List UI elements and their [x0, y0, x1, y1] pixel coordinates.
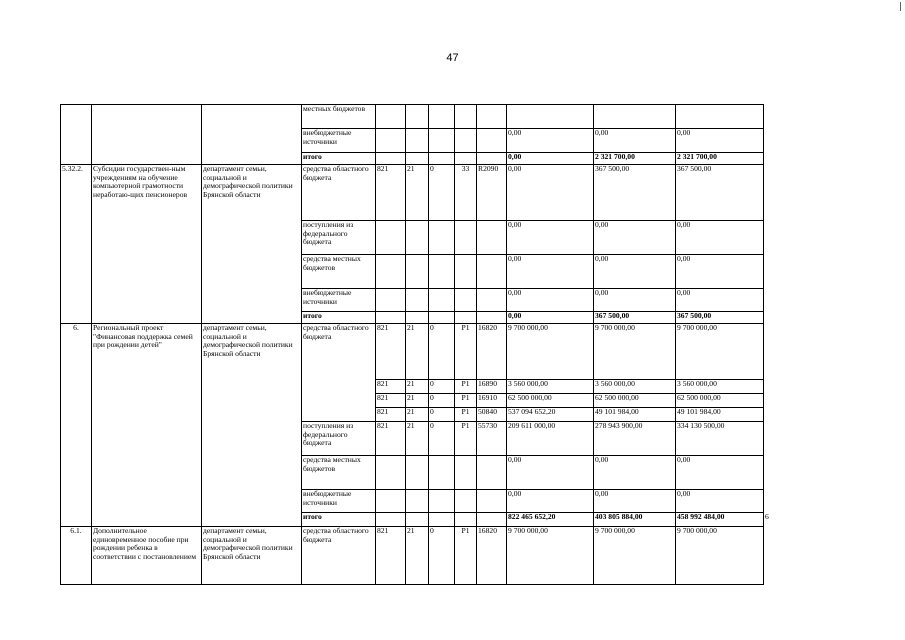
rz-cell — [406, 221, 429, 255]
pr-cell: 0 — [429, 422, 455, 456]
rz-cell: 21 — [406, 422, 429, 456]
note-cell — [764, 394, 846, 408]
cs2-cell — [477, 289, 507, 312]
value-2020-cell: 367 500,00 — [594, 165, 676, 221]
value-2020-cell: 3 560 000,00 — [594, 380, 676, 394]
cs1-cell: P1 — [455, 408, 477, 422]
value-2020-cell: 0,00 — [594, 456, 676, 490]
source-cell: поступления из федерального бюджета — [302, 221, 376, 255]
cs1-cell — [455, 255, 477, 289]
value-2020-cell: 62 500 000,00 — [594, 394, 676, 408]
pr-cell: 0 — [429, 394, 455, 408]
source-cell: средства областного бюджета — [302, 324, 376, 422]
table-row — [61, 527, 846, 585]
value-2019-cell: 0,00 — [507, 165, 594, 221]
value-2019-cell: 0,00 — [507, 312, 594, 324]
grbs-cell — [376, 129, 406, 153]
source-cell: средства областного бюджета — [302, 527, 376, 585]
number-cell: 6. — [61, 324, 92, 527]
source-cell: внебюджетные источники — [302, 289, 376, 312]
cs1-cell — [455, 490, 477, 513]
pr-cell: 0 — [429, 324, 455, 380]
value-2021-cell: 62 500 000,00 — [676, 394, 764, 408]
rz-cell: 21 — [406, 165, 429, 221]
name-cell — [92, 105, 202, 165]
value-2020-cell: 0,00 — [594, 255, 676, 289]
source-cell: местных бюджетов — [302, 105, 376, 129]
pr-cell — [429, 221, 455, 255]
grbs-cell — [376, 221, 406, 255]
pr-cell — [429, 490, 455, 513]
pr-cell: 0 — [429, 380, 455, 394]
note-cell — [764, 255, 846, 289]
rz-cell: 21 — [406, 408, 429, 422]
table-row — [61, 105, 846, 129]
value-2021-cell: 0,00 — [676, 255, 764, 289]
rz-cell: 21 — [406, 527, 429, 585]
grbs-cell — [376, 105, 406, 129]
grbs-cell — [376, 490, 406, 513]
grbs-cell — [376, 312, 406, 324]
scan-edge-mark — [900, 2, 901, 11]
cs2-cell: 16910 — [477, 394, 507, 408]
value-2020-cell: 278 943 900,00 — [594, 422, 676, 456]
pr-cell — [429, 312, 455, 324]
note-cell — [764, 153, 846, 165]
cs1-cell — [455, 289, 477, 312]
grbs-cell — [376, 255, 406, 289]
cs1-cell: P1 — [455, 394, 477, 408]
cs2-cell — [477, 513, 507, 527]
rz-cell — [406, 129, 429, 153]
value-2019-cell: 0,00 — [507, 129, 594, 153]
grbs-cell: 821 — [376, 408, 406, 422]
value-2019-cell: 822 465 652,20 — [507, 513, 594, 527]
budget-table — [60, 104, 846, 585]
value-2021-cell: 0,00 — [676, 490, 764, 513]
cs1-cell — [455, 129, 477, 153]
executor-cell: департамент семьи, социальной и демографической политики Брянской области — [202, 324, 302, 527]
value-2021-cell: 49 101 984,00 — [676, 408, 764, 422]
source-cell: средства областного бюджета — [302, 165, 376, 221]
grbs-cell: 821 — [376, 165, 406, 221]
rz-cell — [406, 105, 429, 129]
cs2-cell: 16820 — [477, 324, 507, 380]
value-2019-cell: 537 094 652,20 — [507, 408, 594, 422]
number-cell: 5.32.2. — [61, 165, 92, 324]
source-cell: внебюджетные источники — [302, 490, 376, 513]
value-2021-cell: 9 700 000,00 — [676, 324, 764, 380]
page-number: 47 — [446, 52, 459, 64]
cs2-cell: 50840 — [477, 408, 507, 422]
cs2-cell — [477, 490, 507, 513]
value-2019-cell: 209 611 000,00 — [507, 422, 594, 456]
source-cell: поступления из федерального бюджета — [302, 422, 376, 456]
value-2020-cell — [594, 105, 676, 129]
value-2021-cell: 2 321 700,00 — [676, 153, 764, 165]
value-2019-cell: 9 700 000,00 — [507, 527, 594, 585]
pr-cell: 0 — [429, 408, 455, 422]
rz-cell: 21 — [406, 394, 429, 408]
name-cell: Дополнительное единовременное пособие при рождении ребенка в соответствии с постановлением — [92, 527, 202, 585]
value-2020-cell: 2 321 700,00 — [594, 153, 676, 165]
cs2-cell: 16890 — [477, 380, 507, 394]
grbs-cell — [376, 513, 406, 527]
rz-cell — [406, 513, 429, 527]
source-cell: внебюджетные источники — [302, 129, 376, 153]
cs2-cell — [477, 129, 507, 153]
cs1-cell — [455, 221, 477, 255]
value-2020-cell: 9 700 000,00 — [594, 527, 676, 585]
source-cell: средства местных бюджетов — [302, 255, 376, 289]
value-2019-cell: 0,00 — [507, 221, 594, 255]
rz-cell: 21 — [406, 380, 429, 394]
pr-cell: 0 — [429, 165, 455, 221]
value-2020-cell: 9 700 000,00 — [594, 324, 676, 380]
cs2-cell — [477, 221, 507, 255]
note-cell — [764, 422, 846, 456]
grbs-cell — [376, 289, 406, 312]
note-cell — [764, 289, 846, 312]
name-cell: Региональный проект "Финансовая поддержка семей при рождении детей" — [92, 324, 202, 527]
pr-cell: 0 — [429, 527, 455, 585]
value-2021-cell: 0,00 — [676, 221, 764, 255]
value-2020-cell: 403 805 884,00 — [594, 513, 676, 527]
pr-cell — [429, 153, 455, 165]
note-cell — [764, 527, 846, 585]
cs1-cell — [455, 312, 477, 324]
cs1-cell: P1 — [455, 380, 477, 394]
cs1-cell: P1 — [455, 422, 477, 456]
value-2020-cell: 49 101 984,00 — [594, 408, 676, 422]
source-cell: средства местных бюджетов — [302, 456, 376, 490]
cs2-cell: 55730 — [477, 422, 507, 456]
cs2-cell — [477, 456, 507, 490]
rz-cell — [406, 153, 429, 165]
rz-cell — [406, 289, 429, 312]
note-cell — [764, 221, 846, 255]
pr-cell — [429, 105, 455, 129]
note-cell — [764, 408, 846, 422]
value-2020-cell: 0,00 — [594, 129, 676, 153]
value-2021-cell: 367 500,00 — [676, 312, 764, 324]
value-2021-cell: 9 700 000,00 — [676, 527, 764, 585]
grbs-cell: 821 — [376, 394, 406, 408]
value-2021-cell: 0,00 — [676, 129, 764, 153]
note-cell: 6 — [765, 512, 769, 521]
grbs-cell: 821 — [376, 324, 406, 380]
value-2021-cell — [676, 105, 764, 129]
note-cell — [764, 105, 846, 129]
value-2021-cell: 0,00 — [676, 456, 764, 490]
pr-cell — [429, 129, 455, 153]
cs1-cell: 33 — [455, 165, 477, 221]
cs2-cell: R2090 — [477, 165, 507, 221]
note-cell — [764, 490, 846, 513]
grbs-cell: 821 — [376, 422, 406, 456]
value-2019-cell: 9 700 000,00 — [507, 324, 594, 380]
pr-cell — [429, 255, 455, 289]
pr-cell — [429, 513, 455, 527]
cs1-cell — [455, 105, 477, 129]
cs1-cell — [455, 456, 477, 490]
value-2019-cell: 0,00 — [507, 255, 594, 289]
number-cell: 6.1. — [61, 527, 92, 585]
executor-cell: департамент семьи, социальной и демографической политики Брянской области — [202, 527, 302, 585]
grbs-cell: 821 — [376, 527, 406, 585]
rz-cell — [406, 312, 429, 324]
value-2019-cell: 62 500 000,00 — [507, 394, 594, 408]
cs1-cell — [455, 513, 477, 527]
value-2019-cell: 0,00 — [507, 456, 594, 490]
source-cell: итого — [302, 153, 376, 165]
name-cell: Субсидии государствен-ным учреждениям на обучение компьютерной грамотности неработаю-щих пенсионеров — [92, 165, 202, 324]
cs2-cell — [477, 153, 507, 165]
table-row — [61, 165, 846, 221]
cs1-cell: P1 — [455, 527, 477, 585]
cs2-cell — [477, 105, 507, 129]
cs2-cell: 16820 — [477, 527, 507, 585]
value-2020-cell: 0,00 — [594, 221, 676, 255]
value-2021-cell: 0,00 — [676, 289, 764, 312]
value-2019-cell: 0,00 — [507, 153, 594, 165]
note-cell — [764, 129, 846, 153]
rz-cell — [406, 255, 429, 289]
table-row — [61, 324, 846, 380]
grbs-cell — [376, 456, 406, 490]
value-2020-cell: 367 500,00 — [594, 312, 676, 324]
value-2021-cell: 334 130 500,00 — [676, 422, 764, 456]
value-2021-cell: 367 500,00 — [676, 165, 764, 221]
grbs-cell — [376, 153, 406, 165]
number-cell — [61, 105, 92, 165]
note-cell — [764, 380, 846, 394]
value-2021-cell: 3 560 000,00 — [676, 380, 764, 394]
cs2-cell — [477, 312, 507, 324]
rz-cell — [406, 490, 429, 513]
cs2-cell — [477, 255, 507, 289]
value-2019-cell: 0,00 — [507, 289, 594, 312]
value-2019-cell — [507, 105, 594, 129]
note-cell — [764, 324, 846, 380]
value-2021-cell: 458 992 484,00 — [676, 513, 764, 527]
executor-cell — [202, 105, 302, 165]
pr-cell — [429, 456, 455, 490]
source-cell: итого — [302, 513, 376, 527]
value-2020-cell: 0,00 — [594, 289, 676, 312]
note-cell — [764, 456, 846, 490]
rz-cell — [406, 456, 429, 490]
source-cell: итого — [302, 312, 376, 324]
grbs-cell: 821 — [376, 380, 406, 394]
executor-cell: департамент семьи, социальной и демографической политики Брянской области — [202, 165, 302, 324]
rz-cell: 21 — [406, 324, 429, 380]
value-2019-cell: 0,00 — [507, 490, 594, 513]
note-cell — [764, 165, 846, 221]
cs1-cell — [455, 153, 477, 165]
cs1-cell: P1 — [455, 324, 477, 380]
pr-cell — [429, 289, 455, 312]
value-2019-cell: 3 560 000,00 — [507, 380, 594, 394]
note-cell — [764, 312, 846, 324]
value-2020-cell: 0,00 — [594, 490, 676, 513]
